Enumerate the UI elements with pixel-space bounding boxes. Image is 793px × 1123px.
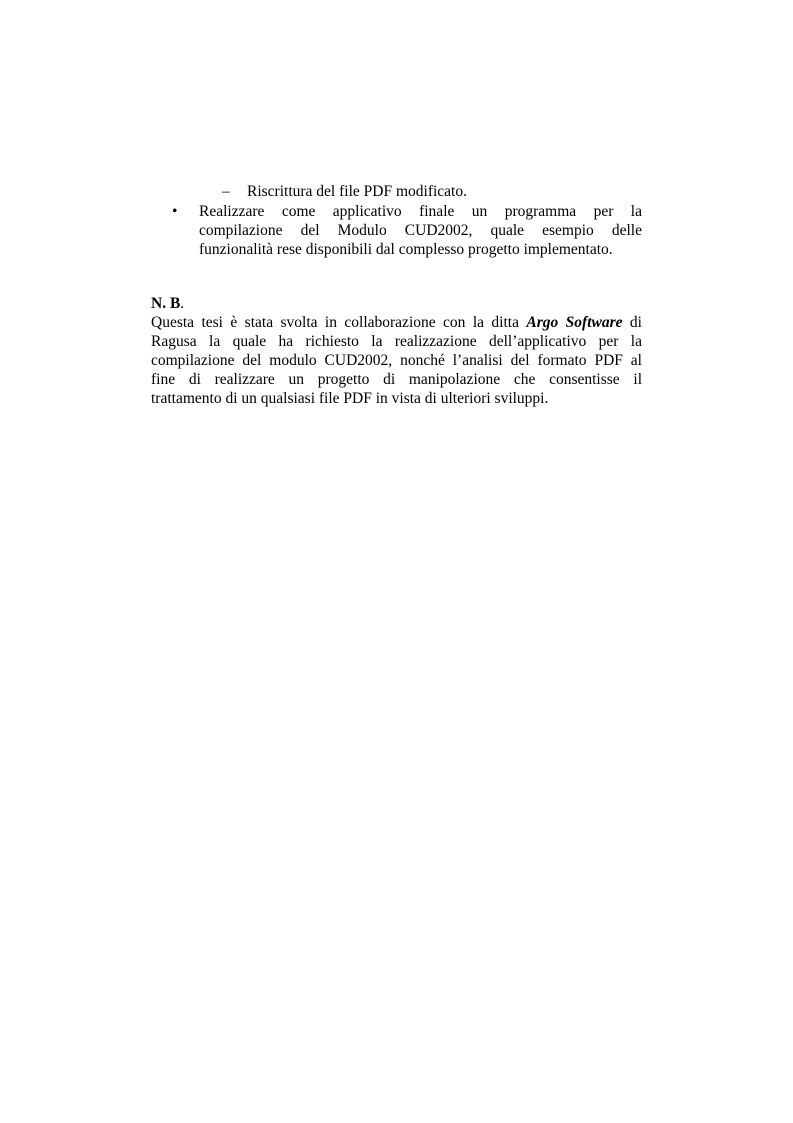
- note-line-5: trattamento di un qualsiasi file PDF in vista di ulteriori sviluppi.: [151, 390, 549, 407]
- note-line-2: Ragusa la quale ha richiesto la realizzazione dell’applicativo per la: [151, 333, 642, 350]
- note-line-1-pre: Questa tesi è stata svolta in collaborazione con la ditta: [151, 314, 527, 331]
- company-name: Argo Software: [526, 314, 623, 331]
- note-line-3: compilazione del modulo CUD2002, nonché l’analisi del formato PDF al: [151, 352, 642, 369]
- dash-marker: –: [222, 183, 230, 200]
- note-paragraph: [151, 313, 642, 408]
- sub-list-item-text: Riscrittura del file PDF modificato.: [247, 183, 467, 200]
- bullet-list-item-text: [199, 202, 642, 259]
- note-line-1: [151, 313, 642, 332]
- bullet-line-3: funzionalità rese disponibili dal complesso progetto implementato.: [199, 241, 613, 258]
- bullet-line-2: compilazione del Modulo CUD2002, quale esempio delle: [199, 222, 642, 239]
- note-heading-punct: .: [180, 295, 185, 312]
- sub-list-item: [222, 182, 642, 201]
- bullet-line-1: Realizzare come applicativo finale un programma per la: [199, 203, 642, 220]
- note-heading: [151, 294, 184, 313]
- note-line-1-post: di: [622, 314, 642, 331]
- note-line-4: fine di realizzare un progetto di manipolazione che consentisse il: [151, 371, 642, 388]
- note-heading-label: N. B: [151, 295, 181, 312]
- bullet-marker: •: [172, 203, 178, 220]
